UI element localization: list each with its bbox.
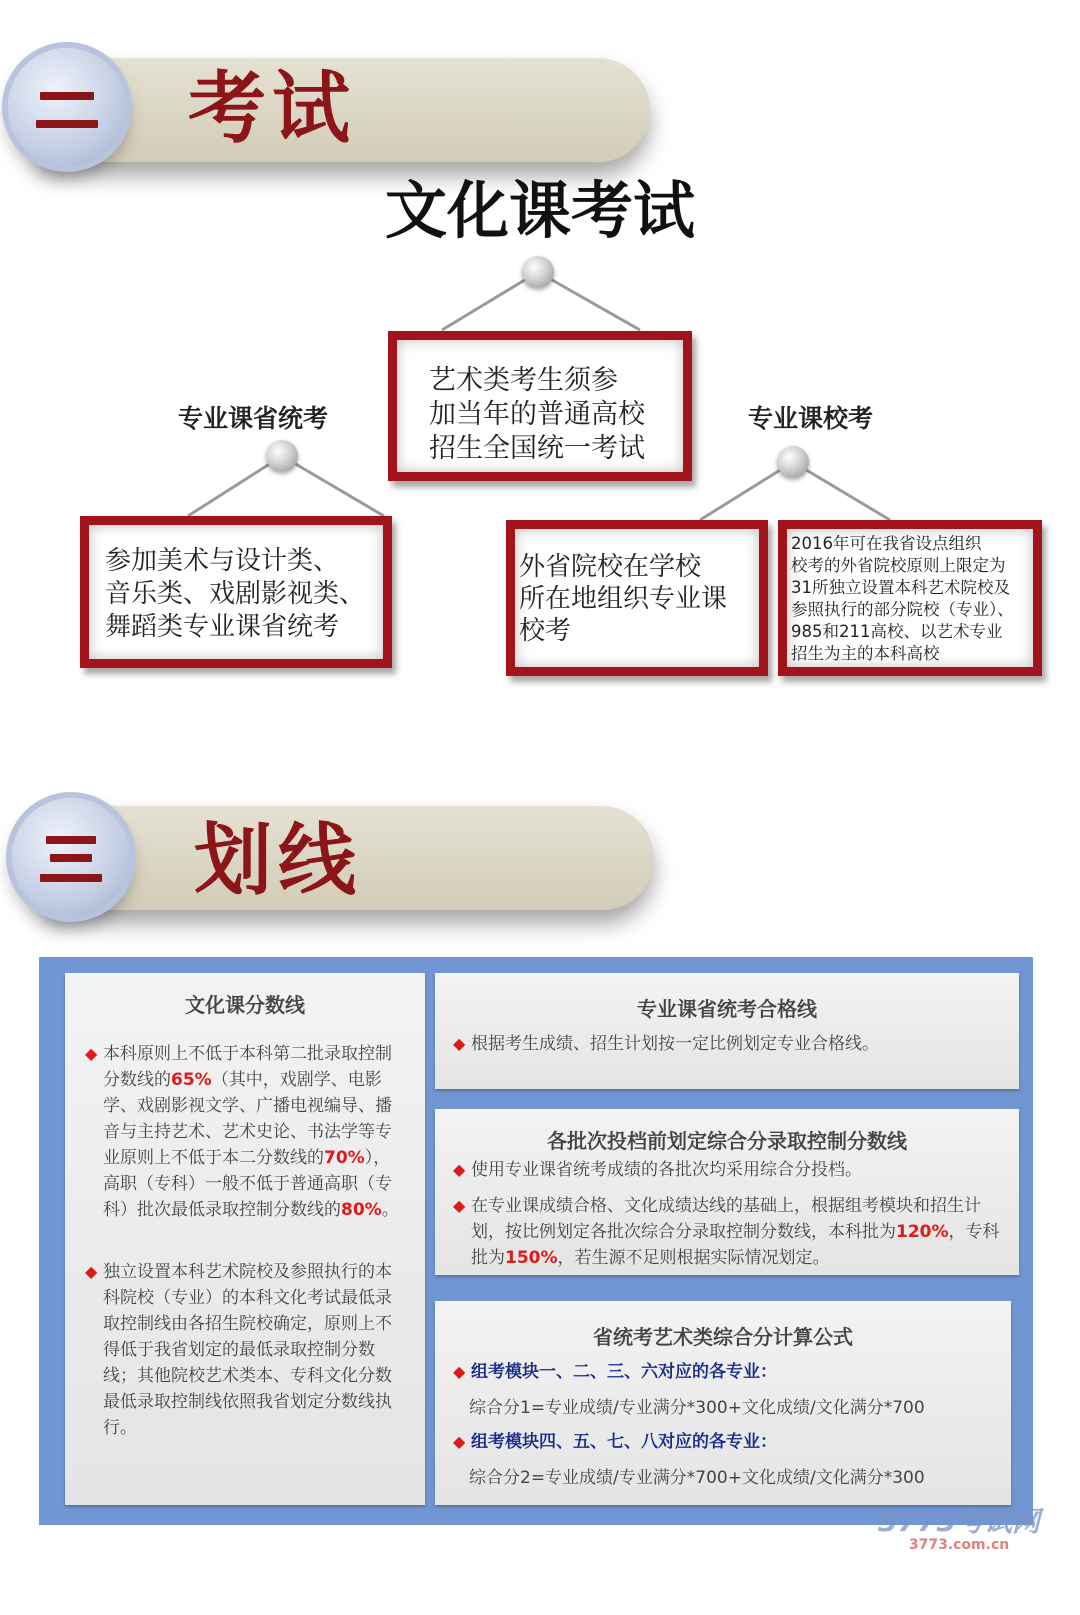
watermark-url: 3773.com.cn — [908, 1537, 1010, 1553]
connector-knob — [777, 446, 809, 478]
section-number — [12, 798, 13, 799]
watermark-brand: 3773考试网 — [878, 1505, 1040, 1538]
formula-line: 综合分2=专业成绩/专业满分*700+文化成绩/文化满分*300 — [469, 1468, 925, 1488]
diamond-bullet-icon: ◆ — [85, 1044, 98, 1063]
card-title: 各批次投档前划定综合分录取控制分数线 — [547, 1129, 907, 1153]
list-item — [453, 1359, 1001, 1387]
formula-card — [435, 1301, 1011, 1505]
bullet-text: 根据考生成绩、招生计划按一定比例划定专业合格线。 — [471, 1034, 879, 1054]
site-watermark — [878, 1505, 1040, 1553]
culture-exam-title: 文化课考试 — [384, 174, 695, 247]
percent-highlight: 80% — [341, 1200, 382, 1220]
bullet-text: 使用专业课省统考成绩的各批次均采用综合分投档。 — [471, 1160, 862, 1180]
section-number-badge — [12, 798, 130, 916]
list-item — [453, 1157, 1009, 1185]
bullet-text: 本科原则上不低于本科第二批录取控制分数线的 — [103, 1044, 392, 1090]
diamond-bullet-icon: ◆ — [453, 1160, 466, 1179]
center-info-text: 艺术类考生须参 加当年的普通高校 招生全国统一考试 — [429, 365, 645, 464]
center-info-box — [388, 331, 692, 481]
percent-highlight: 70% — [324, 1148, 365, 1168]
provincial-exam-label: 专业课省统考 — [178, 404, 329, 433]
percent-highlight: 150% — [505, 1248, 558, 1268]
bullet-text: 在专业课成绩合格、文化成绩达线的基础上，根据组考模块和招生计划，按比例划定各批次综合分录取控制分数线，本科批为 — [471, 1196, 981, 1242]
group-heading: 组考模块四、五、七、八对应的各专业： — [471, 1432, 777, 1452]
bullet-text: ，专科批为 — [471, 1222, 1000, 1268]
list-item — [453, 1031, 1009, 1061]
batch-control-card — [435, 1109, 1019, 1275]
school-exam-detail-text: 2016年可在我省设点组织 校考的外省院校原则上限定为 31所独立设置本科艺术院校及 参照执行的部分院校（专业）、 985和211高校、以艺术专业 招生为主的本科高校 — [791, 534, 1014, 663]
provincial-exam-box — [80, 516, 392, 668]
percent-highlight: 65% — [171, 1070, 212, 1090]
diamond-bullet-icon: ◆ — [453, 1196, 466, 1215]
card-title: 文化课分数线 — [185, 993, 305, 1017]
group-heading: 组考模块一、二、三、六对应的各专业： — [471, 1362, 777, 1382]
cutoff-panel — [39, 957, 1033, 1525]
bullet-text: 。 — [381, 1200, 399, 1220]
bullet-text: 独立设置本科艺术院校及参照执行的本科院校（专业）的本科文化考试最低录取控制线由各招生院校确定，原则上不得低于我省划定的最低录取控制分数线；其他院校艺术类本、专科文化分数最低录取控制线依照我省划定分数线执行。 — [103, 1262, 392, 1438]
diamond-bullet-icon: ◆ — [85, 1262, 98, 1281]
school-exam-box — [506, 520, 768, 676]
card-title: 省统考艺术类综合分计算公式 — [593, 1325, 853, 1349]
section-heading: 考试 — [188, 64, 357, 154]
bullet-text: （其中，戏剧学、电影学、戏剧影视文学、广播电视编导、播音与主持艺术、艺术史论、书法学等专业原则上不低于本二分数线的 — [103, 1070, 392, 1168]
school-exam-text: 外省院校在学校 所在地组织专业课 校考 — [519, 552, 728, 646]
formula-line: 综合分1=专业成绩/专业满分*300+文化成绩/文化满分*700 — [469, 1398, 925, 1418]
diamond-bullet-icon: ◆ — [453, 1362, 466, 1381]
list-item — [453, 1193, 1009, 1273]
list-item — [85, 1041, 399, 1241]
list-item — [85, 1259, 399, 1459]
list-item — [453, 1429, 1001, 1457]
bullet-text: ，若生源不足则根据实际情况划定。 — [557, 1248, 830, 1268]
bullet-text: ），高职（专科）一般不低于普通高职（专科）批次最低录取控制分数线的 — [103, 1148, 392, 1220]
pass-line-card — [435, 973, 1019, 1089]
culture-score-card — [65, 973, 425, 1505]
school-exam-detail-box — [778, 520, 1042, 676]
diamond-bullet-icon: ◆ — [453, 1034, 466, 1053]
section-heading: 划线 — [194, 816, 363, 906]
diamond-bullet-icon: ◆ — [453, 1432, 466, 1451]
provincial-exam-text: 参加美术与设计类、 音乐类、戏剧影视类、 舞蹈类专业课省统考 — [105, 546, 366, 642]
connector-knob — [522, 256, 554, 288]
percent-highlight: 120% — [896, 1222, 949, 1242]
connector-knob — [266, 440, 298, 472]
school-exam-label: 专业课校考 — [748, 404, 874, 433]
card-title: 专业课省统考合格线 — [637, 997, 817, 1021]
